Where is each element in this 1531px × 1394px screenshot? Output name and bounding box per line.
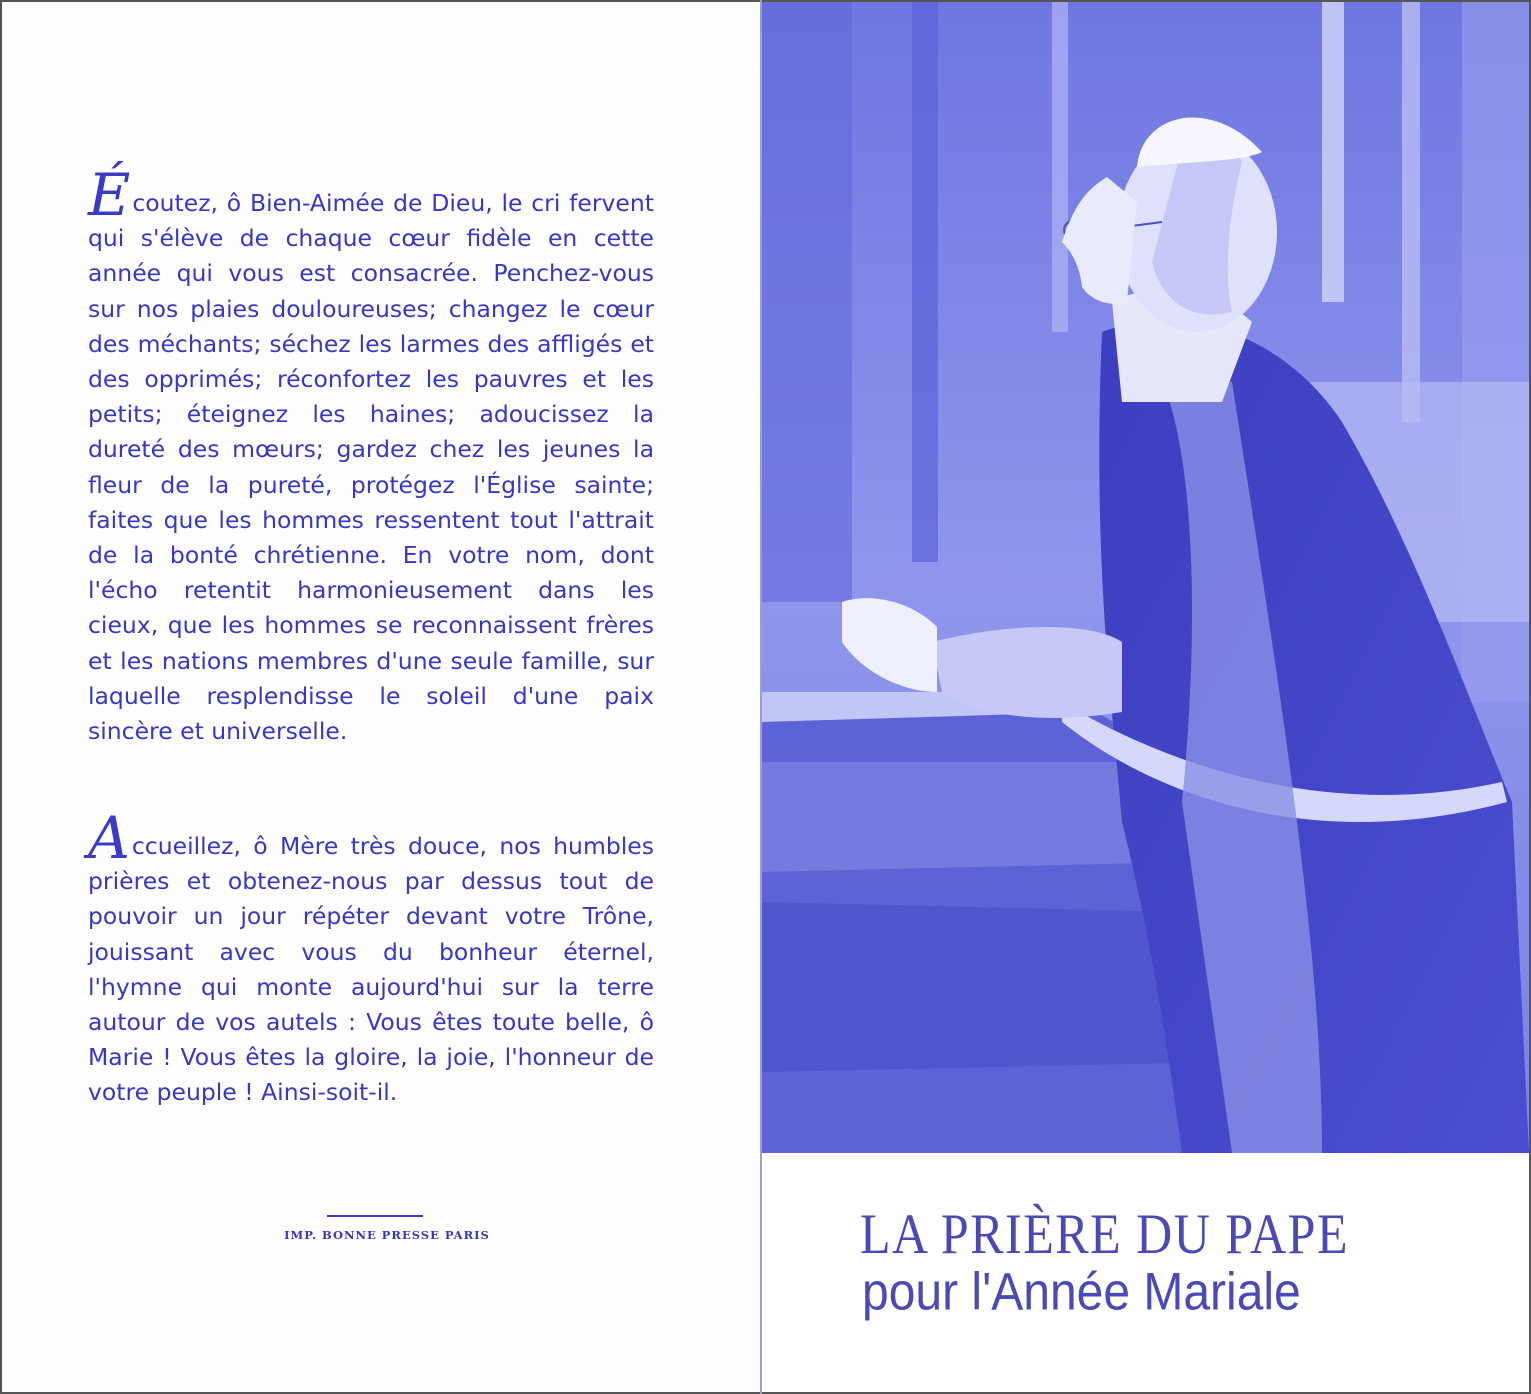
- pope-praying-photo: [762, 2, 1529, 1153]
- imprint-rule: [327, 1215, 423, 1217]
- cover-title-line-2: pour l'Année Mariale: [862, 1263, 1301, 1322]
- drop-cap-a: A: [88, 804, 130, 872]
- drop-cap-e: É: [88, 161, 131, 229]
- prayer-paragraph-2-text: ccueillez, ô Mère très douce, nos humbles prières et obtenez-nous par dessus tout de pouvoir un jour répéter devant votre Trône, jouissant avec vous du bonheur éternel, l'hymne qui monte aujourd'hui sur la terre autour de vos autels : Vous êtes toute belle, ô Marie ! Vous êtes la gloire, la joie, l'honneur de votre peuple ! Ainsi-soit-il.: [88, 832, 654, 1107]
- printer-imprint: IMP. BONNE PRESSE PARIS: [284, 1228, 490, 1242]
- prayer-paragraph-1-text: coutez, ô Bien-Aimée de Dieu, le cri fervent qui s'élève de chaque cœur fidèle en cette année qui vous est consacrée. Penchez-vous sur nos plaies douloureuses; changez le cœur des méchants; séchez les larmes des affligés et des opprimés; réconfortez les pauvres et les petits; éteignez les haines; adoucissez la dureté des mœurs; gardez chez les jeunes la fleur de la pureté, protégez l'Église sainte; faites que les hommes ressentent tout l'attrait de la bonté chrétienne. En votre nom, dont l'écho retentit harmonieusement dans les cieux, que les hommes se reconnaissent frères et les nations membres d'une seule famille, sur laquelle resplendisse le soleil d'une paix sincère et universelle.: [88, 189, 654, 746]
- cover-title-line-1: LA PRIÈRE DU PAPE: [860, 1201, 1350, 1266]
- prayer-page: [0, 0, 760, 1394]
- prayer-paragraph-1: [88, 161, 654, 749]
- prayer-paragraph-2: [88, 804, 654, 1111]
